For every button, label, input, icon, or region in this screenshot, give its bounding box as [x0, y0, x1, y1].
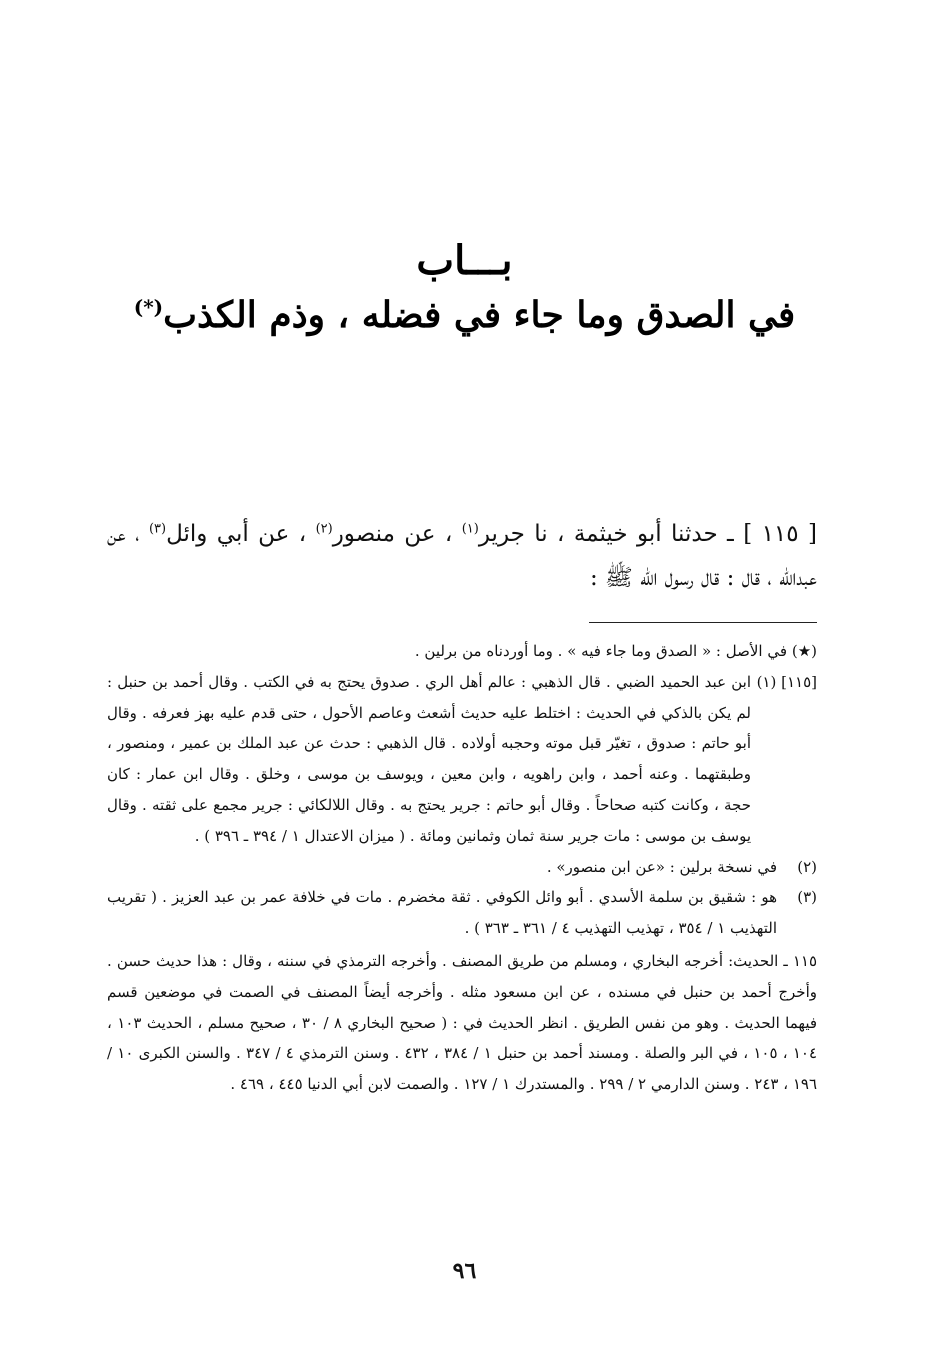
chapter-heading	[0, 235, 929, 343]
hadith-segment-2: ، عن منصور	[332, 521, 462, 547]
page-number: ٩٦	[452, 1258, 477, 1284]
footnote-separator	[589, 622, 817, 623]
takhrij-lead: ١١٥ ـ الحديث:	[728, 951, 817, 970]
footnote-1-marker: [١١٥] (١)	[756, 672, 817, 691]
footnote-3	[107, 882, 817, 944]
footnote-2	[107, 852, 817, 883]
footnote-1	[107, 667, 817, 852]
footnote-star-marker: (★)	[791, 642, 817, 660]
hadith-number: [ ١١٥ ]	[743, 521, 817, 547]
chapter-label: بـــاب	[416, 237, 513, 284]
footnote-1-text: ابن عبد الحميد الضبي . قال الذهبي : عالم أهل الري . صدوق يحتج به في الكتب . وقال أحمد بن حنبل : لم يكن بالذكي في الحديث : اختلط عليه حديث أشعث وعاصم الأحول ، حتى قدم عليه بهز فعرفه . وقال أبو حاتم : صدوق ، تغيّر قبل موته وحجبه أولاده . قال الذهبي : حدث عن عبد الملك بن عمير ، ومنصور ، وطبقتهما . وعنه أحمد ، وابن راهويه ، وابن معين ، ويوسف بن موسى ، وخلق . وقال ابن عمار : كان حجة ، وكانت كتبه صحاحاً . وقال أبو حاتم : جرير يحتج به . وقال اللالكائي : جرير مجمع على ثقته . وقال يوسف بن موسى : مات جرير سنة ثمان وثمانين ومائة . ( ميزان الاعتدال ١ / ٣٩٤ ـ ٣٩٦ ) .	[107, 672, 751, 845]
footnote-star	[107, 636, 817, 667]
hadith-segment-1: ـ حدثنا أبو خيثمة ، نا جرير	[478, 521, 744, 547]
footnote-3-text: هو : شقيق بن سلمة الأسدي . أبو وائل الكوفي . ثقة مخضرم . مات في خلافة عمر بن عبد العزيز . ( تقريب التهذيب ١ / ٣٥٤ ، تهذيب التهذيب ٤ / ٣٦١ ـ ٣٦٣ ) .	[107, 888, 777, 938]
chapter-title-text: في الصدق وما جاء في فضله ، وذم الكذب	[163, 294, 796, 336]
footnote-ref-2[interactable]: (٢)	[315, 521, 333, 537]
chapter-footnote-ref[interactable]: (*)	[133, 295, 164, 319]
chapter-title	[0, 287, 929, 343]
hadith-segment-3: ، عن أبي وائل	[166, 521, 316, 547]
footnote-3-marker: (٣)	[797, 888, 817, 907]
footnote-star-text: في الأصل : « الصدق وما جاء فيه » . وما أوردناه من برلين .	[414, 642, 787, 660]
footnote-ref-3[interactable]: (٣)	[148, 521, 167, 537]
hadith-segment-4: ، عن عبدالله ، قال : قال رسول الله ﷺ :	[107, 521, 817, 591]
hadith-text	[107, 512, 817, 600]
footnote-2-text: في نسخة برلين : «عن ابن منصور» .	[546, 857, 777, 876]
footnote-2-marker: (٢)	[797, 857, 817, 876]
takhrij-text: أخرجه البخاري ، ومسلم من طريق المصنف . وأخرجه الترمذي في سننه ، وقال : هذا حديث حسن . وأخرج أحمد بن حنبل في مسنده ، عن ابن مسعود مثله . وأخرجه أيضاً المصنف في الصمت في موضعين قسم فيهما الحديث . وهو من نفس الطريق . انظر الحديث في : ( صحيح البخاري ٨ / ٣٠ ، صحيح مسلم ، الحديث ١٠٣ ، ١٠٤ ، ١٠٥ ، في البر والصلة . ومسند أحمد بن حنبل ١ / ٣٨٤ ، ٤٣٢ . وسنن الترمذي ٤ / ٣٤٧ . والسنن الكبرى ١٠ / ١٩٦ ، ٢٤٣ . وسنن الدارمي ٢ / ٢٩٩ . والمستدرك ١ / ١٢٧ . والصمت لابن أبي الدنيا ٤٤٥ ، ٤٦٩ .	[107, 951, 818, 1094]
hadith-takhrij	[107, 946, 817, 1100]
footnote-ref-1[interactable]: (١)	[461, 521, 479, 537]
footnotes	[107, 636, 817, 1100]
